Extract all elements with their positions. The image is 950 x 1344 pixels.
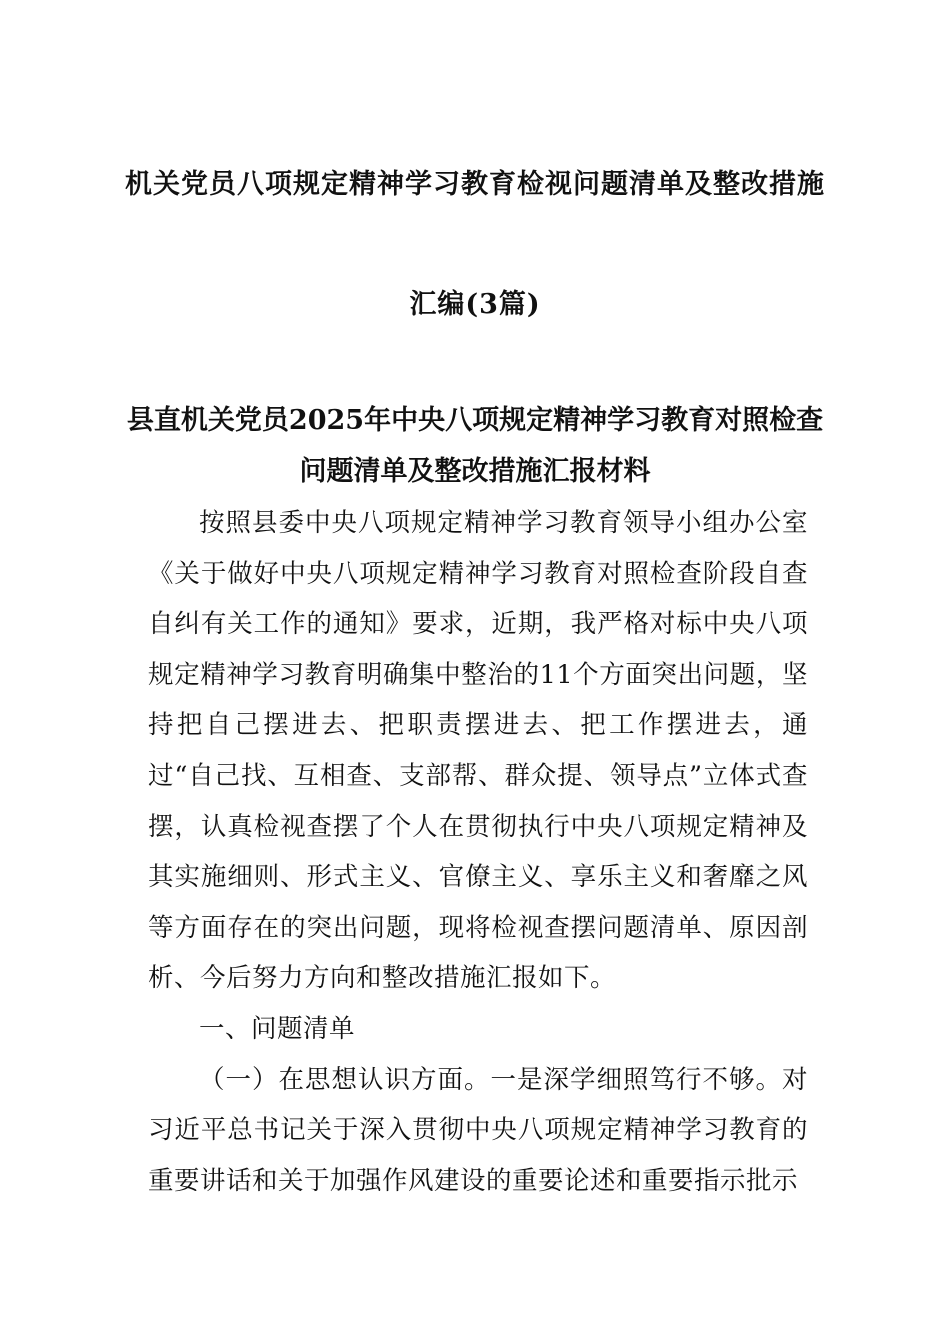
- section-title-line-1: 县直机关党员2025年中央八项规定精神学习教育对照检查: [126, 405, 824, 436]
- document-title-line-1: 机关党员八项规定精神学习教育检视问题清单及整改措施: [125, 169, 825, 200]
- section-heading-problem-list: 一、问题清单: [199, 1013, 356, 1044]
- problem-paragraph-1: （一）在思想认识方面。一是深学细照笃行不够。对习近平总书记关于深入贯彻中央八项规定精神学习教育的重要讲话和关于加强作风建设的重要论述和重要指示批示: [148, 1064, 808, 1196]
- section-title-line-2: 问题清单及整改措施汇报材料: [299, 456, 651, 487]
- intro-paragraph: 按照县委中央八项规定精神学习教育领导小组办公室《关于做好中央八项规定精神学习教育对照检查阶段自查自纠有关工作的通知》要求，近期，我严格对标中央八项规定精神学习教育明确集中整治的11个方面突出问题，坚持把自己摆进去、把职责摆进去、把工作摆进去，通过“自己找、互相查、支部帮、群众提、领导点”立体式查摆，认真检视查摆了个人在贯彻执行中央八项规定精神及其实施细则、形式主义、官僚主义、享乐主义和奢靡之风等方面存在的突出问题，现将检视查摆问题清单、原因剖析、今后努力方向和整改措施汇报如下。: [148, 508, 808, 994]
- document-body: [148, 498, 808, 1206]
- document-title-line-2: 汇编(3篇): [409, 289, 541, 320]
